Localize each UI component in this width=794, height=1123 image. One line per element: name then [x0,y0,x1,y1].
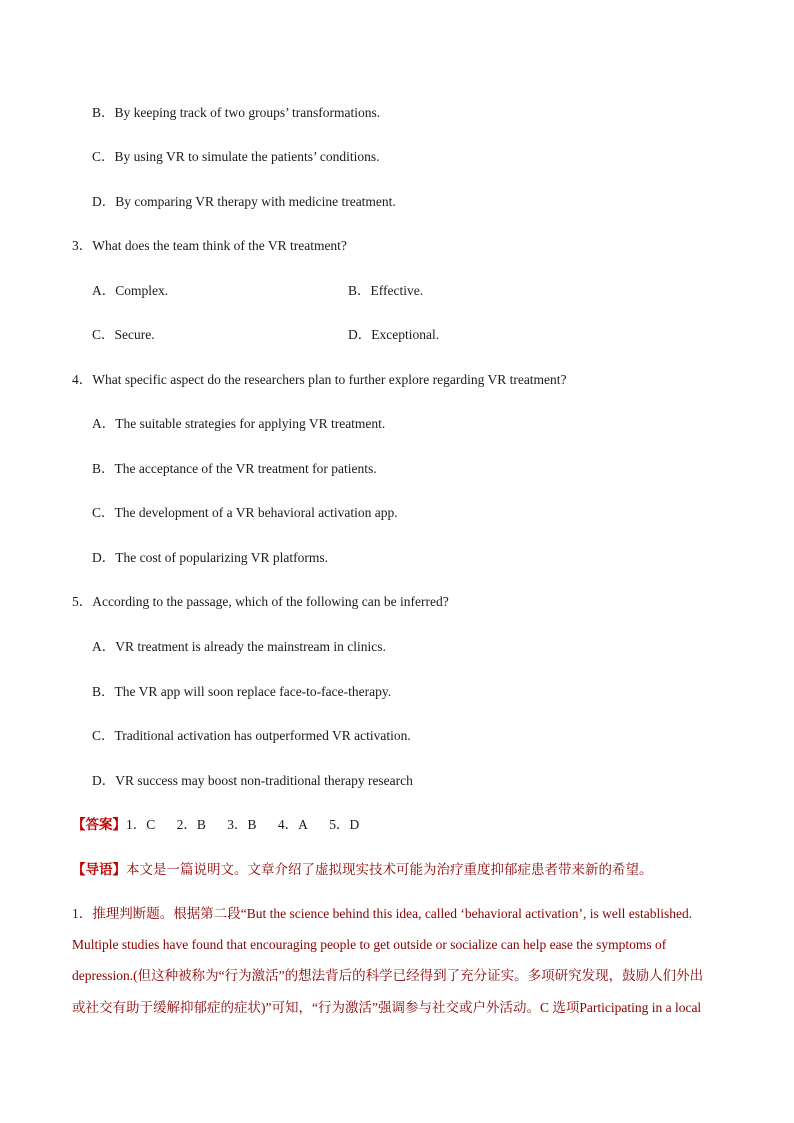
q5-option-a: A．VR treatment is already the mainstream in clinics. [92,639,386,654]
q3-option-c: C．Secure. [92,327,155,342]
q3-option-d: D．Exceptional. [348,327,440,342]
q3-option-a: A．Complex. [92,283,169,298]
explanation-line: Multiple studies have found that encouraging people to get outside or socialize can help ease the symptoms of [72,937,667,952]
q5-stem: 5．According to the passage, which of the following can be inferred? [72,594,449,609]
answer-item: 2．B [176,817,206,832]
explanation-line: 或社交有助于缓解抑郁症的症状)”可知，“行为激活”强调参与社交或户外活动。C 选项Participating in a local [72,1000,702,1015]
q2-option-c: C．By using VR to simulate the patients’ conditions. [92,149,380,164]
guide-text: 本文是一篇说明文。文章介绍了虚拟现实技术可能为治疗重度抑郁症患者带来新的希望。 [126,862,653,877]
answer-key [72,816,377,834]
answer-item: 1．C [126,817,156,832]
answer-item: 3．B [227,817,257,832]
q4-option-c: C．The development of a VR behavioral activation app. [92,505,398,520]
q3-stem: 3．What does the team think of the VR treatment? [72,238,347,253]
explanation-line: depression.(但这种被称为“行为激活”的想法背后的科学已经得到了充分证实。多项研究发现，鼓励人们外出 [72,968,704,983]
q5-option-c: C．Traditional activation has outperformed VR activation. [92,728,411,743]
answer-item: 5．D [329,817,360,832]
q2-option-b: B．By keeping track of two groups’ transformations. [92,105,381,120]
q4-option-a: A．The suitable strategies for applying VR treatment. [92,416,386,431]
answer-tag: 【答案】 [72,817,126,832]
q5-option-b: B．The VR app will soon replace face-to-face-therapy. [92,684,392,699]
q5-option-d: D．VR success may boost non-traditional therapy research [92,773,413,788]
answer-item: 4．A [277,817,308,832]
q4-stem: 4．What specific aspect do the researchers plan to further explore regarding VR treatment? [72,372,567,387]
q3-option-b: B．Effective. [348,283,424,298]
q2-option-d: D．By comparing VR therapy with medicine treatment. [92,194,396,209]
q4-option-d: D．The cost of popularizing VR platforms. [92,550,328,565]
explanation-line: 1．推理判断题。根据第二段“But the science behind this idea, called ‘behavioral activation’, is well established. [72,906,693,921]
q4-option-b: B．The acceptance of the VR treatment for patients. [92,461,377,476]
guide-tag: 【导语】 [72,862,126,877]
guide-line [72,861,653,879]
